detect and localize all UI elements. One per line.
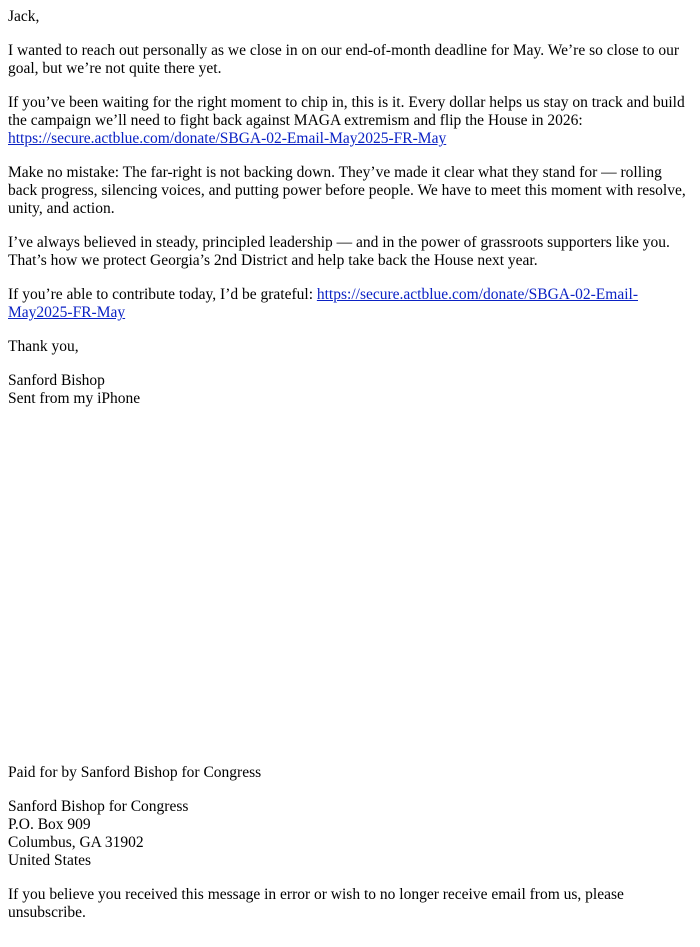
paragraph-chip-in-text: If you’ve been waiting for the right moment to chip in, this is it. Every dollar helps us stay on track and build the campaign we’ll need to fight back against MAGA extremism and flip the House in 2026: bbox=[8, 94, 685, 129]
signature bbox=[8, 372, 693, 408]
paid-for-disclaimer: Paid for by Sanford Bishop for Congress bbox=[8, 764, 262, 781]
paragraph-far-right: Make no mistake: The far-right is not backing down. They’ve made it clear what they stand for — rolling back progress, silencing voices, and putting power before people. We have to meet this moment with resolve, unity, and action. bbox=[8, 164, 686, 217]
email-footer bbox=[8, 764, 693, 938]
paragraph-deadline: I wanted to reach out personally as we close in on our end-of-month deadline for May. We’re so close to our goal, but we’re not quite there yet. bbox=[8, 42, 680, 77]
paragraph-leadership: I’ve always believed in steady, principled leadership — and in the power of grassroots supporters like you. That’s how we protect Georgia’s 2nd District and help take back the House next year. bbox=[8, 234, 670, 269]
mailing-address bbox=[8, 798, 693, 870]
donate-link[interactable]: https://secure.actblue.com/donate/SBGA-02-Email-May2025-FR-May bbox=[8, 130, 447, 147]
donate-link-2[interactable]: https://secure.actblue.com/donate/SBGA-02-Email-May2025-FR-May bbox=[8, 286, 638, 321]
paragraph-contribute-text: If you’re able to contribute today, I’d be grateful: bbox=[8, 286, 317, 303]
address-org-name: Sanford Bishop for Congress bbox=[8, 798, 189, 815]
email-body bbox=[8, 8, 693, 424]
address-line-1: P.O. Box 909 bbox=[8, 816, 91, 833]
address-country: United States bbox=[8, 852, 92, 869]
signature-name: Sanford Bishop bbox=[8, 372, 105, 389]
closing: Thank you, bbox=[8, 338, 79, 355]
paragraph-contribute bbox=[8, 286, 693, 322]
paragraph-chip-in bbox=[8, 94, 693, 148]
greeting: Jack, bbox=[8, 8, 40, 25]
signature-device: Sent from my iPhone bbox=[8, 390, 141, 407]
address-line-2: Columbus, GA 31902 bbox=[8, 834, 144, 851]
unsubscribe-notice: If you believe you received this message in error or wish to no longer receive email from us, please unsubscribe. bbox=[8, 886, 624, 921]
